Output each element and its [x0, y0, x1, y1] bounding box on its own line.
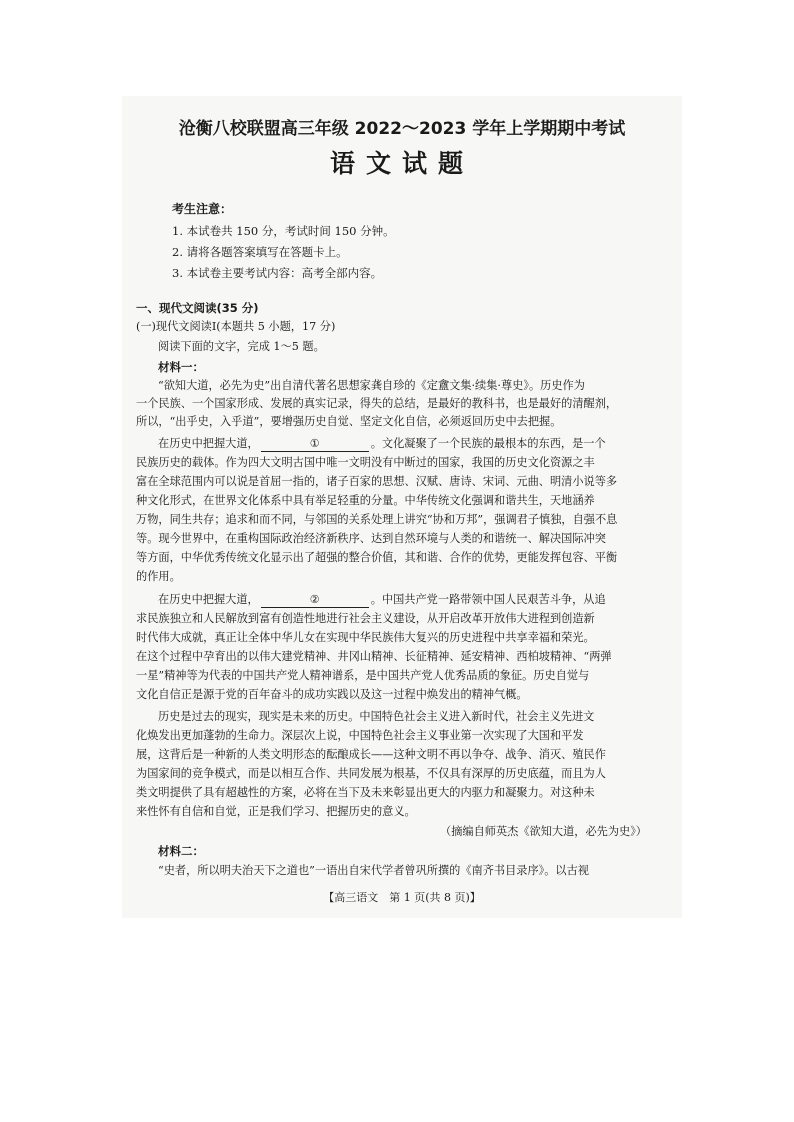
exam-title: 沧衡八校联盟高三年级 2022～2023 学年上学期期中考试: [178, 119, 626, 139]
fill-blank-1: ①: [261, 437, 369, 452]
paragraph-line: “欲知大道，必先为史”出自清代著名思想家龚自珍的《定盦文集·续集·尊史》。历史作为: [158, 379, 585, 392]
page-footer: 【高三语文 第 1 页(共 8 页)】: [323, 891, 481, 904]
paragraph-line: 一个民族、一个国家形成、发展的真实记录，得失的总结，是最好的教科书，也是最好的清醒剂，: [136, 397, 618, 410]
paragraph-line: 类文明提供了具有超越性的方案，必将在当下及未来彰显出更大的内驱力和凝聚力。对这种未: [136, 786, 595, 799]
paragraph-line: 万物，同生共存；追求和而不同，与邻国的关系处理上讲究“协和万邦”，强调君子慎独，自强不息: [136, 513, 618, 526]
paragraph-line: 等方面，中华优秀传统文化显示出了超强的整合价值，其和谐、合作的优势，更能发挥包容、平衡: [136, 551, 618, 564]
paragraph-line: [158, 593, 606, 608]
paragraph-line: 时代伟大成就，真正让全体中华儿女在实现中华民族伟大复兴的历史进程中共享幸福和荣光。: [136, 631, 595, 644]
paragraph-tail: 。文化凝聚了一个民族的最根本的东西，是一个: [370, 437, 606, 450]
paragraph-line: 的作用。: [136, 570, 181, 583]
section-heading: 一、现代文阅读(35 分): [136, 301, 259, 315]
paragraph-line: 民族历史的载体。作为四大文明古国中唯一文明没有中断过的国家，我国的历史文化资源之丰: [136, 456, 595, 469]
paragraph-line: 等。现今世界中，在重构国际政治经济新秩序、达到自然环境与人类的和谐统一、解决国际冲突: [136, 532, 606, 545]
paragraph-line: 化焕发出更加蓬勃的生命力。深层次上说，中国特色社会主义事业第一次实现了大国和平发: [136, 729, 584, 742]
fill-blank-2: ②: [261, 593, 369, 608]
paragraph-lead: 在历史中把握大道，: [158, 437, 259, 450]
material-label: 材料一：: [158, 360, 204, 374]
paragraph-line: 在这个过程中孕育出的以伟大建党精神、井冈山精神、长征精神、延安精神、西柏坡精神、“两弹: [136, 650, 612, 663]
exam-subtitle: 语文试题: [329, 149, 474, 178]
paragraph-line: [158, 437, 606, 452]
paragraph-line: 求民族独立和人民解放到富有创造性地进行社会主义建设，从开启改革开放伟大进程到创造新: [136, 612, 595, 625]
notice-heading: 考生注意：: [172, 202, 233, 216]
notice-item: 1. 本试卷共 150 分，考试时间 150 分钟。: [172, 224, 395, 238]
paragraph-line: “史者，所以明夫治天下之道也”一语出自宋代学者曾巩所撰的《南齐书目录序》。以古视: [158, 864, 589, 877]
paragraph-line: 所以，“出乎史，入乎道”，要增强历史自觉、坚定文化自信，必须返回历史中去把握。: [136, 415, 562, 428]
notice-item: 3. 本试卷主要考试内容：高考全部内容。: [172, 266, 383, 280]
paragraph-lead: 在历史中把握大道，: [158, 593, 259, 606]
notice-item: 2. 请将各题答案填写在答题卡上。: [172, 245, 348, 259]
source-citation: （摘编自师英杰《欲知大道，必先为史》）: [440, 825, 647, 838]
subsection-heading: (一)现代文阅读Ⅰ(本题共 5 小题，17 分): [136, 320, 336, 333]
paragraph-line: 展，这背后是一种新的人类文明形态的酝酿成长——这种文明不再以争夺、战争、消灭、殖民作: [136, 748, 606, 761]
material-label: 材料二：: [158, 844, 204, 858]
reading-instruction: 阅读下面的文字，完成 1～5 题。: [158, 340, 325, 353]
paragraph-tail: 。中国共产党一路带领中国人民艰苦斗争，从追: [370, 593, 606, 606]
paragraph-line: 一星”精神等为代表的中国共产党人精神谱系，是中国共产党人优秀品质的象征。历史自觉与: [136, 669, 590, 682]
paragraph-line: 种文化形式，在世界文化体系中具有举足轻重的分量。中华传统文化强调和谐共生，天地涵养: [136, 494, 595, 507]
paragraph-line: 历史是过去的现实，现实是未来的历史。中国特色社会主义进入新时代，社会主义先进文: [158, 710, 595, 723]
paragraph-line: 为国家间的竞争模式，而是以相互合作、共同发展为根基，不仅具有深厚的历史底蕴，而且为人: [136, 767, 606, 780]
paragraph-line: 文化自信正是源于党的百年奋斗的成功实践以及这一过程中焕发出的精神气概。: [136, 688, 528, 701]
paragraph-line: 来性怀有自信和自觉，正是我们学习、把握历史的意义。: [136, 805, 416, 818]
paragraph-line: 富在全球范围内可以说是首屈一指的，诸子百家的思想、汉赋、唐诗、宋词、元曲、明清小说等多: [136, 475, 618, 488]
